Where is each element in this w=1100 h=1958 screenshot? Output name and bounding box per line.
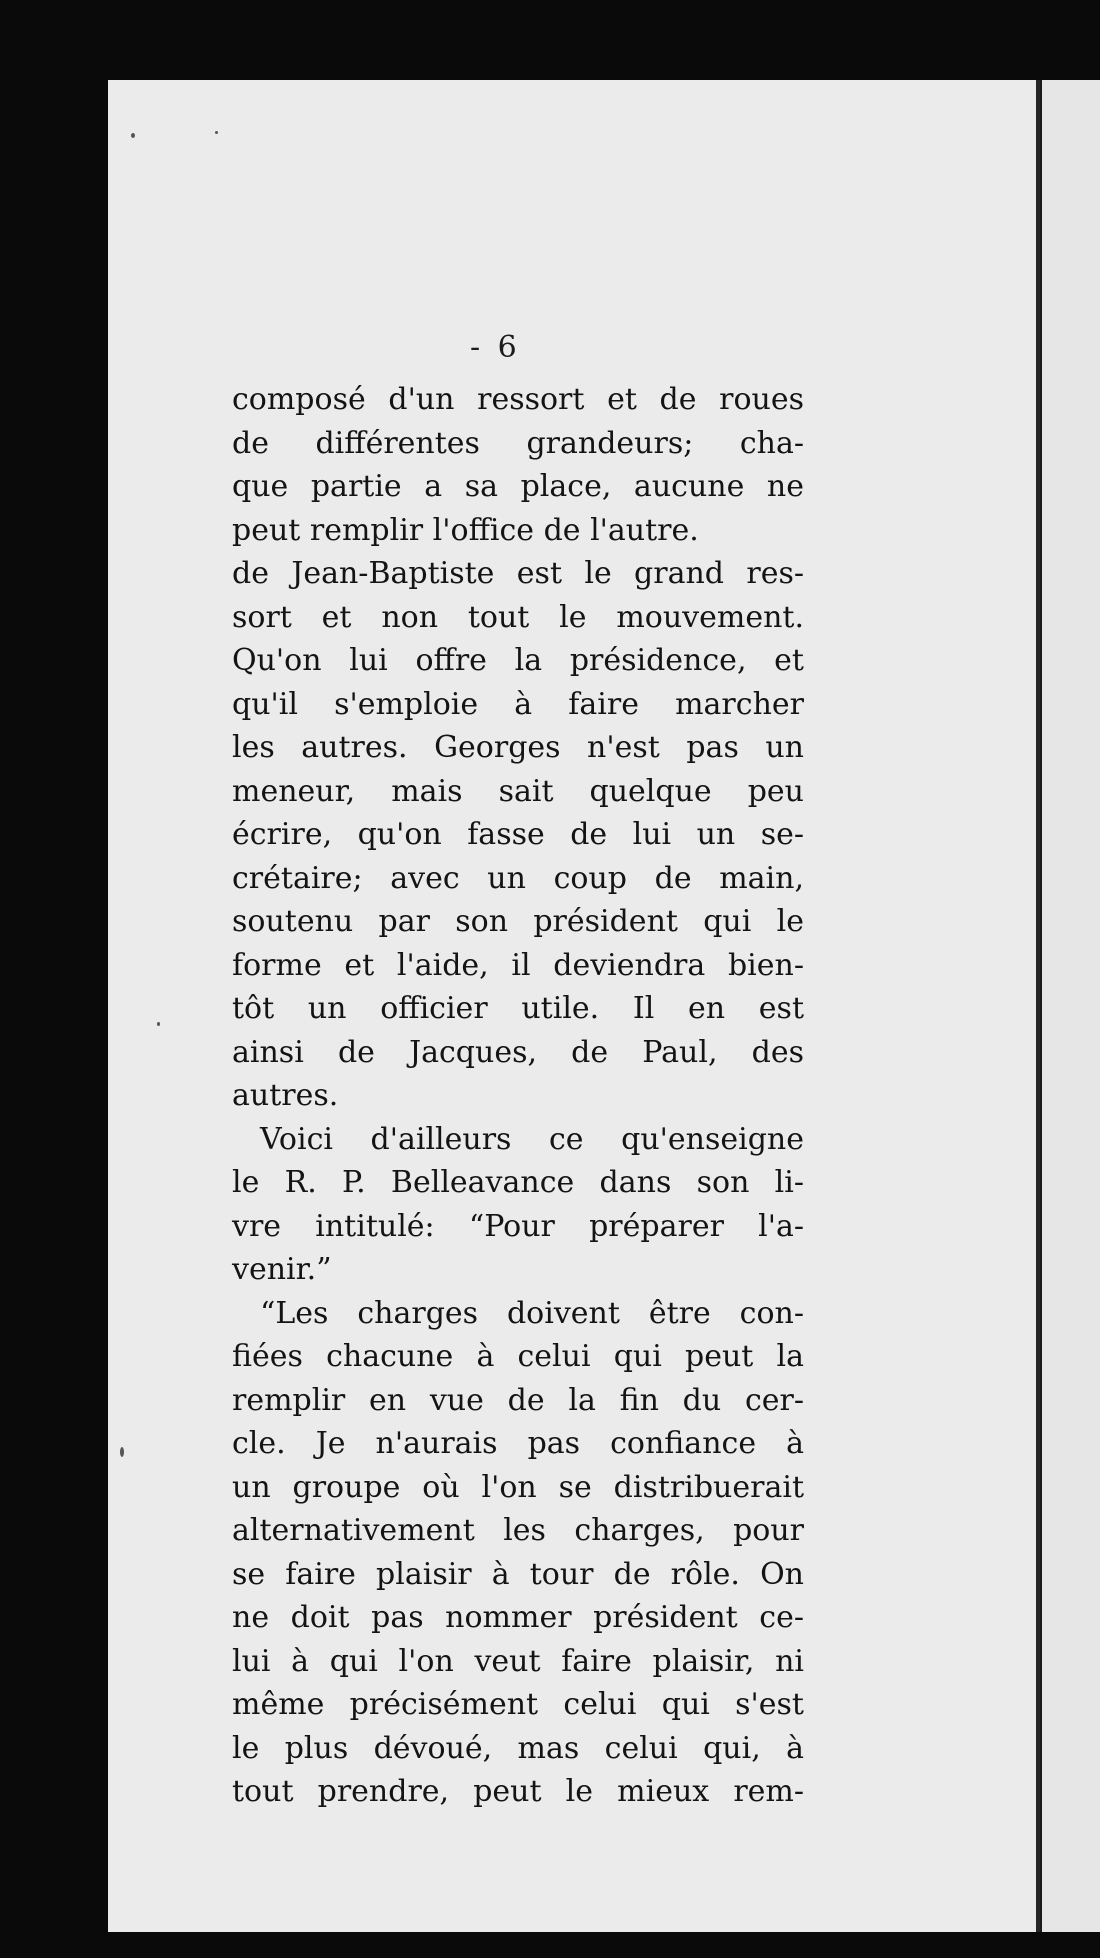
text-line: peut remplir l'office de l'autre. — [232, 512, 699, 548]
text-line: alternativement les charges, pour — [232, 1513, 804, 1548]
body-text — [232, 378, 804, 1814]
text-line: soutenu par son président qui le — [232, 904, 804, 939]
text-line: les autres. Georges n'est pas un — [232, 730, 804, 765]
scan-speck — [131, 133, 135, 138]
text-line: forme et l'aide, il deviendra bien- — [232, 947, 804, 983]
text-line: ainsi de Jacques, de Paul, des — [232, 1034, 804, 1070]
text-line: meneur, mais sait quelque peu — [232, 773, 804, 809]
text-line: se faire plaisir à tour de rôle. On — [232, 1556, 804, 1592]
text-line: remplir en vue de la fin du cer- — [232, 1382, 804, 1418]
text-line: sort et non tout le mouvement. — [232, 599, 804, 635]
text-line: composé d'un ressort et de roues — [232, 382, 804, 417]
text-line: lui à qui l'on veut faire plaisir, ni — [232, 1643, 804, 1679]
text-line: “Les charges doivent être con- — [260, 1295, 804, 1331]
page-number: - 6 — [470, 330, 521, 365]
text-line: le R. P. Belleavance dans son li- — [232, 1165, 804, 1200]
text-line: ne doit pas nommer président ce- — [232, 1600, 804, 1635]
text-line: même précisément celui qui s'est — [232, 1687, 804, 1722]
text-line: venir.” — [232, 1252, 332, 1287]
scan-speck — [215, 131, 218, 134]
text-line: écrire, qu'on fasse de lui un se- — [232, 817, 804, 852]
text-line: cle. Je n'aurais pas confiance à — [232, 1426, 804, 1461]
text-line: vre intitulé: “Pour préparer l'a- — [232, 1208, 804, 1244]
text-line: qu'il s'emploie à faire marcher — [232, 686, 804, 722]
scan-speck — [120, 1447, 124, 1457]
text-line: Voici d'ailleurs ce qu'enseigne — [260, 1121, 804, 1157]
text-line: Qu'on lui offre la présidence, et — [232, 643, 804, 678]
scan-speck — [157, 1022, 160, 1026]
text-line: crétaire; avec un coup de main, — [232, 860, 804, 896]
text-line: un groupe où l'on se distribuerait — [232, 1469, 804, 1505]
text-line: tôt un officier utile. Il en est — [232, 991, 804, 1026]
text-line: que partie a sa place, aucune ne — [232, 469, 804, 504]
text-line: de différentes grandeurs; cha- — [232, 425, 804, 461]
text-line: de Jean-Baptiste est le grand res- — [232, 556, 804, 591]
text-line: autres. — [232, 1078, 339, 1113]
right-page-edge — [1040, 80, 1100, 1932]
text-line: fiées chacune à celui qui peut la — [232, 1339, 804, 1374]
text-line: le plus dévoué, mas celui qui, à — [232, 1730, 804, 1766]
text-line: tout prendre, peut le mieux rem- — [232, 1774, 804, 1809]
